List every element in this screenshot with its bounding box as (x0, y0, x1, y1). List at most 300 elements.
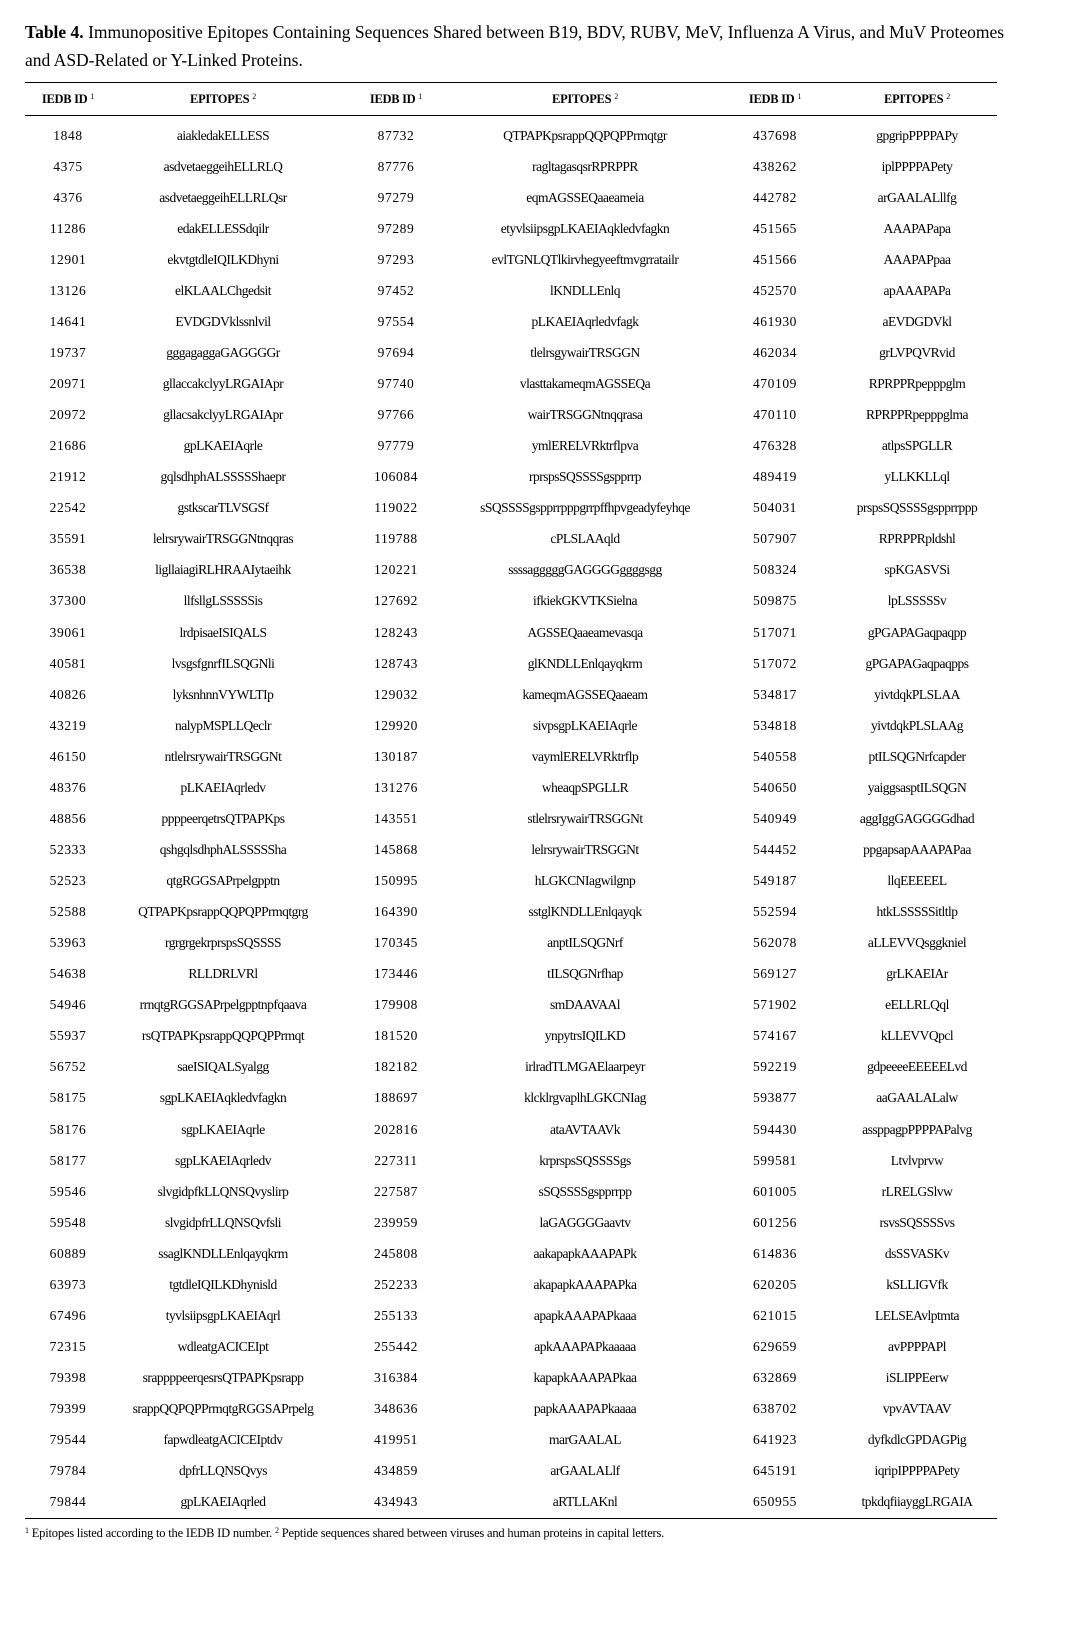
iedb-id-cell: 173446 (373, 966, 419, 982)
epitope-cell: aRTLLAKnl (552, 1494, 618, 1510)
iedb-id-cell: 508324 (752, 562, 798, 578)
table-row (25, 369, 997, 400)
epitope-cell: ymlERELVRktrflpva (531, 438, 639, 454)
epitope-cell: aakapapkAAAPAPk (533, 1245, 637, 1261)
table-row (25, 1238, 997, 1269)
iedb-id-cell: 451566 (752, 251, 798, 267)
iedb-id-cell: 79544 (49, 1432, 87, 1448)
epitope-cell: ppgapsapAAAPAPaa (863, 841, 971, 857)
epitope-cell: rrnqtgRGGSAPrpelgpptnpfqaava (139, 997, 307, 1013)
epitope-cell: glKNDLLEnlqayqkrm (527, 655, 643, 671)
table-row (25, 586, 997, 617)
epitope-cell: sivpsgpLKAEIAqrle (533, 717, 637, 733)
epitope-cell: lyksnhnnVYWLTIp (172, 686, 274, 702)
iedb-id-cell: 143551 (373, 810, 419, 826)
iedb-id-cell: 131276 (373, 779, 419, 795)
iedb-id-cell: 348636 (373, 1401, 419, 1417)
iedb-id-cell: 79399 (49, 1401, 87, 1417)
iedb-id-cell: 552594 (752, 904, 798, 920)
iedb-id-cell: 46150 (49, 748, 87, 764)
table-row (25, 1394, 997, 1425)
iedb-id-cell: 540949 (752, 810, 798, 826)
table-row (25, 803, 997, 834)
epitope-cell: srappQQPQPPrmqtgRGGSAPrpelg (132, 1401, 314, 1417)
iedb-id-cell: 22542 (49, 500, 87, 516)
iedb-id-cell: 54946 (49, 997, 87, 1013)
table-row (25, 1176, 997, 1207)
iedb-id-cell: 629659 (752, 1338, 798, 1354)
iedb-id-cell: 97289 (377, 220, 415, 236)
iedb-id-cell: 40581 (49, 655, 87, 671)
iedb-id-cell: 182182 (373, 1059, 419, 1075)
epitope-cell: rsvsSQSSSSvs (879, 1214, 955, 1230)
epitope-cell: edakELLESSdqilr (177, 220, 269, 236)
epitope-cell: gstkscarTLVSGSf (177, 500, 269, 516)
table-caption (25, 18, 1025, 74)
epitope-cell: asdvetaeggeihELLRLQ (163, 158, 283, 174)
epitope-cell: ataAVTAAVk (550, 1121, 620, 1137)
table-row (25, 1425, 997, 1456)
header-iedb-id: IEDB ID $^1$ (748, 91, 802, 106)
epitope-cell: ssaglKNDLLEnlqayqkrm (158, 1245, 288, 1261)
epitope-cell: ssssagggggGAGGGGggggsgg (508, 562, 662, 578)
epitope-cell: grLVPQVRvid (879, 344, 955, 360)
table-header-row (25, 83, 997, 116)
epitope-cell: klcklrgvaplhLGKCNIag (524, 1090, 646, 1106)
iedb-id-cell: 79398 (49, 1370, 87, 1386)
epitope-cell: ntlelrsrywairTRSGGNt (164, 748, 282, 764)
epitope-cell: assppagpPPPPAPalvg (862, 1121, 972, 1137)
table-row (25, 213, 997, 244)
iedb-id-cell: 227587 (373, 1183, 419, 1199)
iedb-id-cell: 128243 (373, 624, 419, 640)
iedb-id-cell: 507907 (752, 531, 798, 547)
epitope-cell: yLLKKLLql (884, 469, 950, 485)
epitope-cell: arGAALALllfg (877, 189, 957, 205)
iedb-id-cell: 181520 (373, 1028, 419, 1044)
table-row (25, 431, 997, 462)
table-row (25, 1114, 997, 1145)
iedb-id-cell: 87732 (377, 127, 415, 143)
epitope-cell: irlradTLMGAElaarpeyr (525, 1059, 645, 1075)
iedb-id-cell: 63973 (49, 1276, 87, 1292)
iedb-id-cell: 54638 (49, 966, 87, 982)
epitope-cell: yivtdqkPLSLAA (874, 686, 960, 702)
iedb-id-cell: 517072 (752, 655, 798, 671)
epitope-cell: lpLSSSSSv (887, 593, 947, 609)
epitope-cell: grLKAEIAr (886, 966, 948, 982)
epitope-cell: gpLKAEIAqrled (180, 1494, 266, 1510)
iedb-id-cell: 97293 (377, 251, 415, 267)
iedb-id-cell: 569127 (752, 966, 798, 982)
epitope-cell: aLLEVVQsggkniel (867, 935, 967, 951)
epitope-cell: llfsllgLSSSSSis (183, 593, 263, 609)
table-row (25, 182, 997, 213)
iedb-id-cell: 227311 (374, 1152, 418, 1168)
header-iedb-id: IEDB ID $^1$ (41, 91, 95, 106)
iedb-id-cell: 20972 (49, 407, 87, 423)
epitope-cell: AGSSEQaaeamevasqa (527, 624, 643, 640)
iedb-id-cell: 620205 (752, 1276, 798, 1292)
iedb-id-cell: 434859 (373, 1463, 419, 1479)
iedb-id-cell: 97779 (377, 438, 415, 454)
iedb-id-cell: 202816 (373, 1121, 419, 1137)
iedb-id-cell: 534817 (752, 686, 798, 702)
epitope-cell: aaGAALALalw (876, 1090, 958, 1106)
table-row (25, 1269, 997, 1300)
epitope-cell: sgpLKAEIAqkledvfagkn (159, 1090, 287, 1106)
epitope-cell: tILSQGNrfhap (547, 966, 623, 982)
iedb-id-cell: 549187 (752, 873, 798, 889)
table-row (25, 1052, 997, 1083)
table-row (25, 1145, 997, 1176)
iedb-id-cell: 120221 (373, 562, 419, 578)
table-row (25, 1300, 997, 1331)
iedb-id-cell: 461930 (752, 313, 798, 329)
epitope-cell: kSLLIGVfk (886, 1276, 948, 1292)
epitope-cell: nalypMSPLLQeclr (175, 717, 271, 733)
iedb-id-cell: 97740 (377, 376, 415, 392)
epitope-cell: kameqmAGSSEQaaeam (522, 686, 648, 702)
iedb-id-cell: 97554 (377, 313, 415, 329)
table-row (25, 648, 997, 679)
epitope-cell: ifkiekGKVTKSielna (533, 593, 637, 609)
epitope-cell: aEVDGDVkl (882, 313, 952, 329)
table-row (25, 306, 997, 337)
epitope-cell: smDAAVAAl (549, 997, 621, 1013)
table-row (25, 116, 997, 152)
iedb-id-cell: 188697 (373, 1090, 419, 1106)
epitope-cell: EVDGDVklssnlvil (175, 313, 271, 329)
epitope-cell: stlelrsrywairTRSGGNt (527, 810, 643, 826)
iedb-id-cell: 451565 (752, 220, 798, 236)
epitope-cell: wairTRSGGNtnqqrasa (527, 407, 643, 423)
iedb-id-cell: 614836 (752, 1245, 798, 1261)
epitope-cell: elKLAALChgedsit (175, 282, 271, 298)
epitope-cell: AAAPAPapa (883, 220, 951, 236)
iedb-id-cell: 19737 (49, 344, 87, 360)
iedb-id-cell: 119022 (374, 500, 418, 516)
table-row (25, 679, 997, 710)
epitope-cell: RLLDRLVRl (188, 966, 258, 982)
table-row (25, 400, 997, 431)
epitope-cell: Ltvlvprvw (890, 1152, 944, 1168)
table-row (25, 772, 997, 803)
epitope-cell: gpLKAEIAqrle (183, 438, 263, 454)
iedb-id-cell: 540558 (752, 748, 798, 764)
iedb-id-cell: 79784 (49, 1463, 87, 1479)
iedb-id-cell: 97766 (377, 407, 415, 423)
iedb-id-cell: 13126 (49, 282, 87, 298)
iedb-id-cell: 1848 (53, 127, 83, 143)
iedb-id-cell: 437698 (752, 127, 798, 143)
header-iedb-id: IEDB ID $^1$ (369, 91, 423, 106)
epitope-cell: krprspsSQSSSSgs (539, 1152, 631, 1168)
table-row (25, 555, 997, 586)
table-row (25, 524, 997, 555)
iedb-id-cell: 164390 (373, 904, 419, 920)
iedb-id-cell: 55937 (49, 1028, 87, 1044)
epitope-cell: pLKAEIAqrledv (180, 779, 266, 795)
iedb-id-cell: 59546 (49, 1183, 87, 1199)
epitope-cell: gpgripPPPPAPy (876, 127, 958, 143)
epitope-cell: eELLRLQql (885, 997, 949, 1013)
table-row (25, 1207, 997, 1238)
iedb-id-cell: 119788 (374, 531, 418, 547)
iedb-id-cell: 56752 (49, 1059, 87, 1075)
epitope-cell: aggIggGAGGGGdhad (859, 810, 975, 826)
iedb-id-cell: 592219 (752, 1059, 798, 1075)
iedb-id-cell: 517071 (752, 624, 798, 640)
epitope-cell: laGAGGGGaavtv (539, 1214, 631, 1230)
table-row (25, 151, 997, 182)
epitope-cell: llqEEEEEL (887, 873, 947, 889)
table-row (25, 617, 997, 648)
iedb-id-cell: 20971 (49, 376, 87, 392)
epitope-cell: iSLIPPEerw (885, 1370, 949, 1386)
epitope-cell: kapapkAAAPAPkaa (533, 1370, 637, 1386)
epitope-cell: ligllaiagiRLHRAAIytaeihk (155, 562, 291, 578)
iedb-id-cell: 58176 (49, 1121, 87, 1137)
iedb-id-cell: 442782 (752, 189, 798, 205)
epitope-cell: marGAALAL (549, 1432, 621, 1448)
epitope-cell: srappppeerqesrsQTPAPKpsrapp (142, 1370, 304, 1386)
iedb-id-cell: 419951 (373, 1432, 419, 1448)
table-row (25, 741, 997, 772)
iedb-id-cell: 48856 (49, 810, 87, 826)
table-row (25, 493, 997, 524)
iedb-id-cell: 60889 (49, 1245, 87, 1261)
iedb-id-cell: 438262 (752, 158, 798, 174)
epitope-cell: RPRPPRpepppglm (868, 376, 966, 392)
epitope-cell: anptILSQGNrf (547, 935, 623, 951)
iedb-id-cell: 571902 (752, 997, 798, 1013)
iedb-id-cell: 574167 (752, 1028, 798, 1044)
epitope-cell: yaiggsasptILSQGN (867, 779, 967, 795)
epitope-cell: rprspsSQSSSSgspprrp (528, 469, 642, 485)
iedb-id-cell: 59548 (49, 1214, 87, 1230)
epitope-cell: sSQSSSSgspprrpppgrrpffhpvgeadyfeyhqe (480, 500, 690, 516)
table-row (25, 244, 997, 275)
epitope-cell: gPGAPAGaqpaqpps (865, 655, 969, 671)
iedb-id-cell: 470110 (753, 407, 797, 423)
iedb-id-cell: 39061 (49, 624, 87, 640)
iedb-id-cell: 540650 (752, 779, 798, 795)
table-body (25, 116, 997, 1519)
iedb-id-cell: 52588 (49, 904, 87, 920)
epitope-cell: arGAALALlf (550, 1463, 620, 1479)
iedb-id-cell: 72315 (49, 1338, 87, 1354)
iedb-id-cell: 599581 (752, 1152, 798, 1168)
iedb-id-cell: 594430 (752, 1121, 798, 1137)
iedb-id-cell: 52523 (49, 873, 87, 889)
epitope-cell: lKNDLLEnlq (550, 282, 620, 298)
iedb-id-cell: 638702 (752, 1401, 798, 1417)
epitope-cell: papkAAAPAPkaaaa (533, 1401, 637, 1417)
iedb-id-cell: 621015 (752, 1307, 798, 1323)
table-row (25, 1363, 997, 1394)
iedb-id-cell: 67496 (49, 1307, 87, 1323)
iedb-id-cell: 58175 (49, 1090, 87, 1106)
epitope-cell: wheaqpSPGLLR (541, 779, 629, 795)
iedb-id-cell: 36538 (49, 562, 87, 578)
epitope-cell: gllacsakclyyLRGAIApr (163, 407, 283, 423)
iedb-id-cell: 129920 (373, 717, 419, 733)
epitope-cell: QTPAPKpsrappQQPQPPrmqtgrg (138, 904, 308, 920)
table-row (25, 337, 997, 368)
iedb-id-cell: 489419 (752, 469, 798, 485)
epitope-cell: LELSEAvlptmta (875, 1307, 959, 1323)
table-row (25, 462, 997, 493)
iedb-id-cell: 150995 (373, 873, 419, 889)
iedb-id-cell: 40826 (49, 686, 87, 702)
epitope-cell: RPRPPRpepppglma (865, 407, 969, 423)
iedb-id-cell: 12901 (49, 251, 87, 267)
iedb-id-cell: 21686 (49, 438, 87, 454)
iedb-id-cell: 245808 (373, 1245, 419, 1261)
iedb-id-cell: 476328 (752, 438, 798, 454)
table-row (25, 1083, 997, 1114)
table-row (25, 1021, 997, 1052)
epitope-cell: gggagaggaGAGGGGr (166, 344, 280, 360)
epitope-cell: vpvAVTAAV (882, 1401, 952, 1417)
epitope-cell: dpfrLLQNSQvys (179, 1463, 267, 1479)
iedb-id-cell: 97279 (377, 189, 415, 205)
header-epitopes: EPITOPES $^2$ (552, 91, 618, 106)
epitope-cell: apapkAAAPAPkaaa (533, 1307, 637, 1323)
epitope-cell: sSQSSSSgspprrpp (538, 1183, 632, 1199)
iedb-id-cell: 601005 (752, 1183, 798, 1199)
table-row (25, 866, 997, 897)
table-row (25, 928, 997, 959)
iedb-id-cell: 462034 (752, 344, 798, 360)
iedb-id-cell: 509875 (752, 593, 798, 609)
iedb-id-cell: 434943 (373, 1494, 419, 1510)
table-row (25, 897, 997, 928)
iedb-id-cell: 632869 (752, 1370, 798, 1386)
iedb-id-cell: 48376 (49, 779, 87, 795)
epitope-cell: qtgRGGSAPrpelgpptn (166, 873, 280, 889)
iedb-id-cell: 87776 (377, 158, 415, 174)
epitope-cell: gllaccakclyyLRGAIApr (162, 376, 284, 392)
epitope-cell: tgtdleIQILKDhynisld (169, 1276, 277, 1292)
epitope-cell: apAAAPAPa (883, 282, 951, 298)
iedb-id-cell: 127692 (373, 593, 419, 609)
epitope-cell: evlTGNLQTlkirvhegyeeftmvgrratailr (491, 251, 679, 267)
epitope-cell: apkAAAPAPkaaaaa (534, 1338, 636, 1354)
epitope-cell: ragltagasqsrRPRPPR (532, 158, 638, 174)
epitope-cell: pLKAEIAqrledvfagk (531, 313, 639, 329)
epitope-cell: lelrsrywairTRSGGNt (531, 841, 639, 857)
iedb-id-cell: 470109 (752, 376, 798, 392)
epitope-cell: ptILSQGNrfcapder (868, 748, 966, 764)
header-epitopes: EPITOPES $^2$ (190, 91, 256, 106)
iedb-id-cell: 37300 (49, 593, 87, 609)
iedb-id-cell: 97452 (377, 282, 415, 298)
iedb-id-cell: 14641 (49, 313, 87, 329)
epitope-cell: gdpeeeeEEEEELvd (867, 1059, 967, 1075)
epitope-cell: ynpytrsIQILKD (544, 1028, 626, 1044)
epitope-cell: kLLEVVQpcl (880, 1028, 954, 1044)
iedb-id-cell: 645191 (752, 1463, 798, 1479)
iedb-id-cell: 601256 (752, 1214, 798, 1230)
epitope-cell: cPLSLAAqld (550, 531, 620, 547)
table-footnote: $^1$ Epitopes listed according to the IEDB ID number. $^2$ Peptide sequences shared between viruses and human proteins in capital letters. (25, 1526, 665, 1540)
table-row (25, 990, 997, 1021)
iedb-id-cell: 11286 (49, 220, 87, 236)
epitope-cell: akapapkAAAPAPka (533, 1276, 637, 1292)
iedb-id-cell: 544452 (752, 841, 798, 857)
iedb-id-cell: 252233 (373, 1276, 419, 1292)
epitope-cell: wdleatgACICEIpt (177, 1338, 269, 1354)
epitope-cell: iplPPPPAPety (881, 158, 953, 174)
iedb-id-cell: 97694 (377, 344, 415, 360)
table-row (25, 1456, 997, 1487)
iedb-id-cell: 43219 (49, 717, 87, 733)
epitope-cell: etyvlsiipsgpLKAEIAqkledvfagkn (500, 220, 670, 236)
epitope-cell: ekvtgtdleIQILKDhyni (167, 251, 279, 267)
table-row (25, 275, 997, 306)
iedb-id-cell: 255442 (373, 1338, 419, 1354)
iedb-id-cell: 4376 (53, 189, 83, 205)
epitope-cell: sgpLKAEIAqrledv (175, 1152, 271, 1168)
epitope-cell: RPRPPRpldshl (878, 531, 956, 547)
epitope-cell: eqmAGSSEQaaeameia (526, 189, 644, 205)
epitope-cell: rgrgrgekrprspsSQSSSS (164, 935, 282, 951)
iedb-id-cell: 4375 (53, 158, 83, 174)
table-row (25, 1331, 997, 1362)
epitope-cell: sgpLKAEIAqrle (181, 1121, 265, 1137)
epitope-cell: fapwdleatgACICEIptdv (163, 1432, 283, 1448)
iedb-id-cell: 650955 (752, 1494, 798, 1510)
epitope-cell: atlpsSPGLLR (881, 438, 953, 454)
epitope-cell: tpkdqfiiayggLRGAIA (861, 1494, 973, 1510)
epitope-cell: lvsgsfgnrfILSQGNli (171, 655, 275, 671)
iedb-id-cell: 255133 (373, 1307, 419, 1323)
epitope-cell: yivtdqkPLSLAAg (870, 717, 963, 733)
iedb-id-cell: 129032 (373, 686, 419, 702)
epitope-cell: vlasttakameqmAGSSEQa (519, 376, 651, 392)
epitope-cell: asdvetaeggeihELLRLQsr (159, 189, 287, 205)
header-epitopes: EPITOPES $^2$ (884, 91, 950, 106)
iedb-id-cell: 179908 (373, 997, 419, 1013)
iedb-id-cell: 53963 (49, 935, 87, 951)
epitope-cell: vaymlERELVRktrflp (531, 748, 639, 764)
epitope-table (25, 82, 997, 1519)
iedb-id-cell: 52333 (49, 841, 87, 857)
table-row (25, 710, 997, 741)
iedb-id-cell: 106084 (373, 469, 419, 485)
epitope-cell: QTPAPKpsrappQQPQPPrmqtgr (503, 127, 667, 143)
epitope-cell: gqlsdhphALSSSSShaepr (160, 469, 286, 485)
epitope-cell: gPGAPAGaqpaqpp (867, 624, 967, 640)
iedb-id-cell: 21912 (49, 469, 87, 485)
epitope-cell: AAAPAPpaa (883, 251, 951, 267)
epitope-cell: lelrsrywairTRSGGNtnqqras (152, 531, 294, 547)
iedb-id-cell: 145868 (373, 841, 419, 857)
table-row (25, 1487, 997, 1519)
epitope-cell: sstglKNDLLEnlqayqk (528, 904, 642, 920)
epitope-cell: tyvlsiipsgpLKAEIAqrl (165, 1307, 281, 1323)
iedb-id-cell: 562078 (752, 935, 798, 951)
epitope-cell: slvgidpfkLLQNSQvyslirp (157, 1183, 289, 1199)
epitope-cell: lrdpisaeISIQALS (179, 624, 267, 640)
iedb-id-cell: 316384 (373, 1370, 419, 1386)
table-title: Immunopositive Epitopes Containing Sequences Shared between B19, BDV, RUBV, MeV, Influenza A Virus, and MuV Proteomes and ASD-Related or Y-Linked Proteins. (25, 22, 1005, 70)
iedb-id-cell: 504031 (752, 500, 798, 516)
epitope-cell: iqripIPPPPAPety (874, 1463, 960, 1479)
epitope-cell: rsQTPAPKpsrappQQPQPPrmqt (141, 1028, 305, 1044)
